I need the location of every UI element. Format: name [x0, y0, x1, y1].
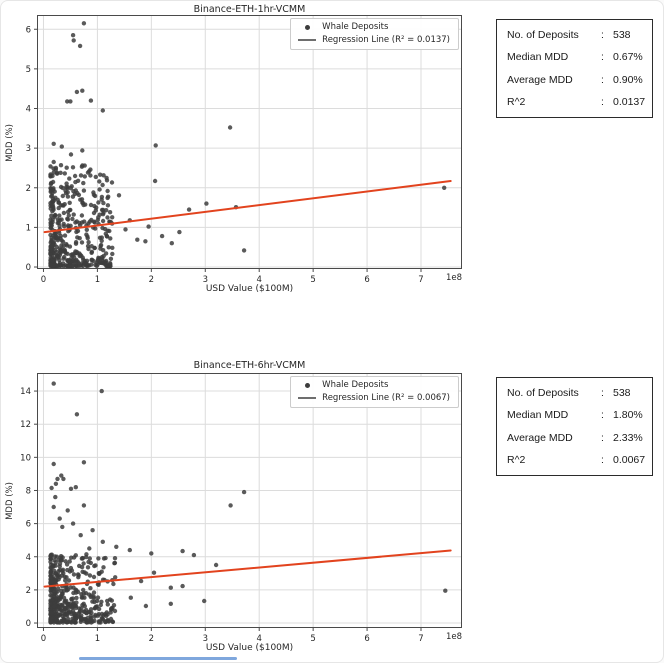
- stat-colon: :: [601, 73, 604, 86]
- stat-colon: :: [601, 29, 604, 42]
- svg-text:3: 3: [202, 634, 208, 644]
- stat-colon: :: [601, 453, 604, 466]
- svg-text:7: 7: [418, 275, 424, 285]
- stat-label: Average MDD: [507, 73, 573, 86]
- stats-row-r-squared: [507, 454, 645, 466]
- svg-text:1: 1: [94, 275, 101, 285]
- legend-6hr: [290, 376, 459, 408]
- svg-text:0: 0: [40, 634, 47, 644]
- x-axis-label-6hr: USD Value ($100M): [205, 643, 294, 653]
- svg-text:8: 8: [25, 486, 31, 497]
- legend-entry-whale-deposits: [297, 380, 450, 390]
- y-axis-label-1hr: MDD (%): [5, 124, 15, 162]
- svg-text:4: 4: [256, 634, 262, 644]
- chart-title-6hr: Binance-ETH-6hr-VCMM: [193, 360, 306, 371]
- stats-row-median-mdd: [507, 409, 645, 421]
- svg-text:2: 2: [25, 585, 31, 596]
- svg-text:6: 6: [364, 275, 370, 285]
- scatter-marker-icon: [297, 383, 317, 388]
- scatter-marker-icon: [297, 25, 317, 30]
- stat-value: 538: [613, 29, 631, 42]
- stat-colon: :: [601, 409, 604, 422]
- legend-label: Regression Line (R² = 0.0067): [322, 393, 450, 403]
- stats-row-deposits: [507, 29, 645, 41]
- svg-text:5: 5: [310, 275, 316, 285]
- svg-text:0: 0: [25, 619, 31, 630]
- stat-label: Average MDD: [507, 431, 573, 444]
- svg-text:5: 5: [310, 634, 316, 644]
- stats-box-6hr: [496, 377, 653, 476]
- svg-text:0: 0: [40, 275, 47, 285]
- svg-text:5: 5: [25, 64, 31, 75]
- stats-row-deposits: [507, 387, 645, 399]
- svg-text:3: 3: [25, 144, 31, 155]
- svg-text:12: 12: [20, 420, 31, 431]
- legend-entry-whale-deposits: [297, 22, 450, 32]
- chart-title-1hr: Binance-ETH-1hr-VCMM: [193, 4, 306, 15]
- svg-text:14: 14: [20, 387, 31, 398]
- y-axis-label-6hr: MDD (%): [5, 482, 15, 520]
- x-axis-label-1hr: USD Value ($100M): [205, 284, 294, 294]
- legend-label: Regression Line (R² = 0.0137): [322, 35, 450, 45]
- stat-value: 2.33%: [613, 431, 643, 444]
- svg-text:1: 1: [94, 634, 101, 644]
- x-axis-offset-1hr: 1e8: [445, 273, 462, 283]
- svg-text:0: 0: [25, 263, 31, 274]
- legend-entry-regression: [297, 35, 450, 45]
- legend-entry-regression: [297, 393, 450, 403]
- stat-colon: :: [601, 431, 604, 444]
- stat-value: 538: [613, 387, 631, 400]
- stat-label: Median MDD: [507, 51, 569, 64]
- svg-text:6: 6: [25, 519, 31, 530]
- stat-label: Median MDD: [507, 409, 569, 422]
- stat-colon: :: [601, 95, 604, 108]
- stat-value: 0.0137: [613, 95, 646, 108]
- stat-value: 0.0067: [613, 453, 646, 466]
- legend-label: Whale Deposits: [322, 22, 389, 32]
- svg-text:3: 3: [202, 275, 208, 285]
- svg-text:6: 6: [25, 25, 31, 36]
- svg-text:2: 2: [25, 183, 31, 194]
- svg-text:6: 6: [364, 634, 370, 644]
- svg-text:4: 4: [25, 552, 31, 563]
- stat-label: No. of Deposits: [507, 387, 579, 400]
- svg-text:7: 7: [418, 634, 424, 644]
- stats-row-average-mdd: [507, 74, 645, 86]
- svg-text:4: 4: [256, 275, 262, 285]
- line-marker-icon: [297, 39, 317, 41]
- stat-label: R^2: [507, 453, 526, 466]
- stats-row-median-mdd: [507, 51, 645, 63]
- svg-text:1: 1: [25, 223, 31, 234]
- stat-colon: :: [601, 387, 604, 400]
- stat-colon: :: [601, 51, 604, 64]
- legend-1hr: [290, 18, 459, 50]
- stats-row-average-mdd: [507, 432, 645, 444]
- stat-value: 0.90%: [613, 73, 643, 86]
- stat-value: 0.67%: [613, 51, 643, 64]
- svg-text:4: 4: [25, 104, 31, 115]
- line-marker-icon: [297, 397, 317, 399]
- bottom-accent-bar: [79, 657, 237, 660]
- svg-text:2: 2: [148, 634, 155, 644]
- stat-label: R^2: [507, 95, 526, 108]
- stats-row-r-squared: [507, 96, 645, 108]
- legend-label: Whale Deposits: [322, 380, 389, 390]
- stat-label: No. of Deposits: [507, 29, 579, 42]
- stat-value: 1.80%: [613, 409, 643, 422]
- svg-text:2: 2: [148, 275, 155, 285]
- x-axis-offset-6hr: 1e8: [445, 632, 462, 642]
- stats-box-1hr: [496, 19, 653, 118]
- svg-text:10: 10: [20, 453, 31, 464]
